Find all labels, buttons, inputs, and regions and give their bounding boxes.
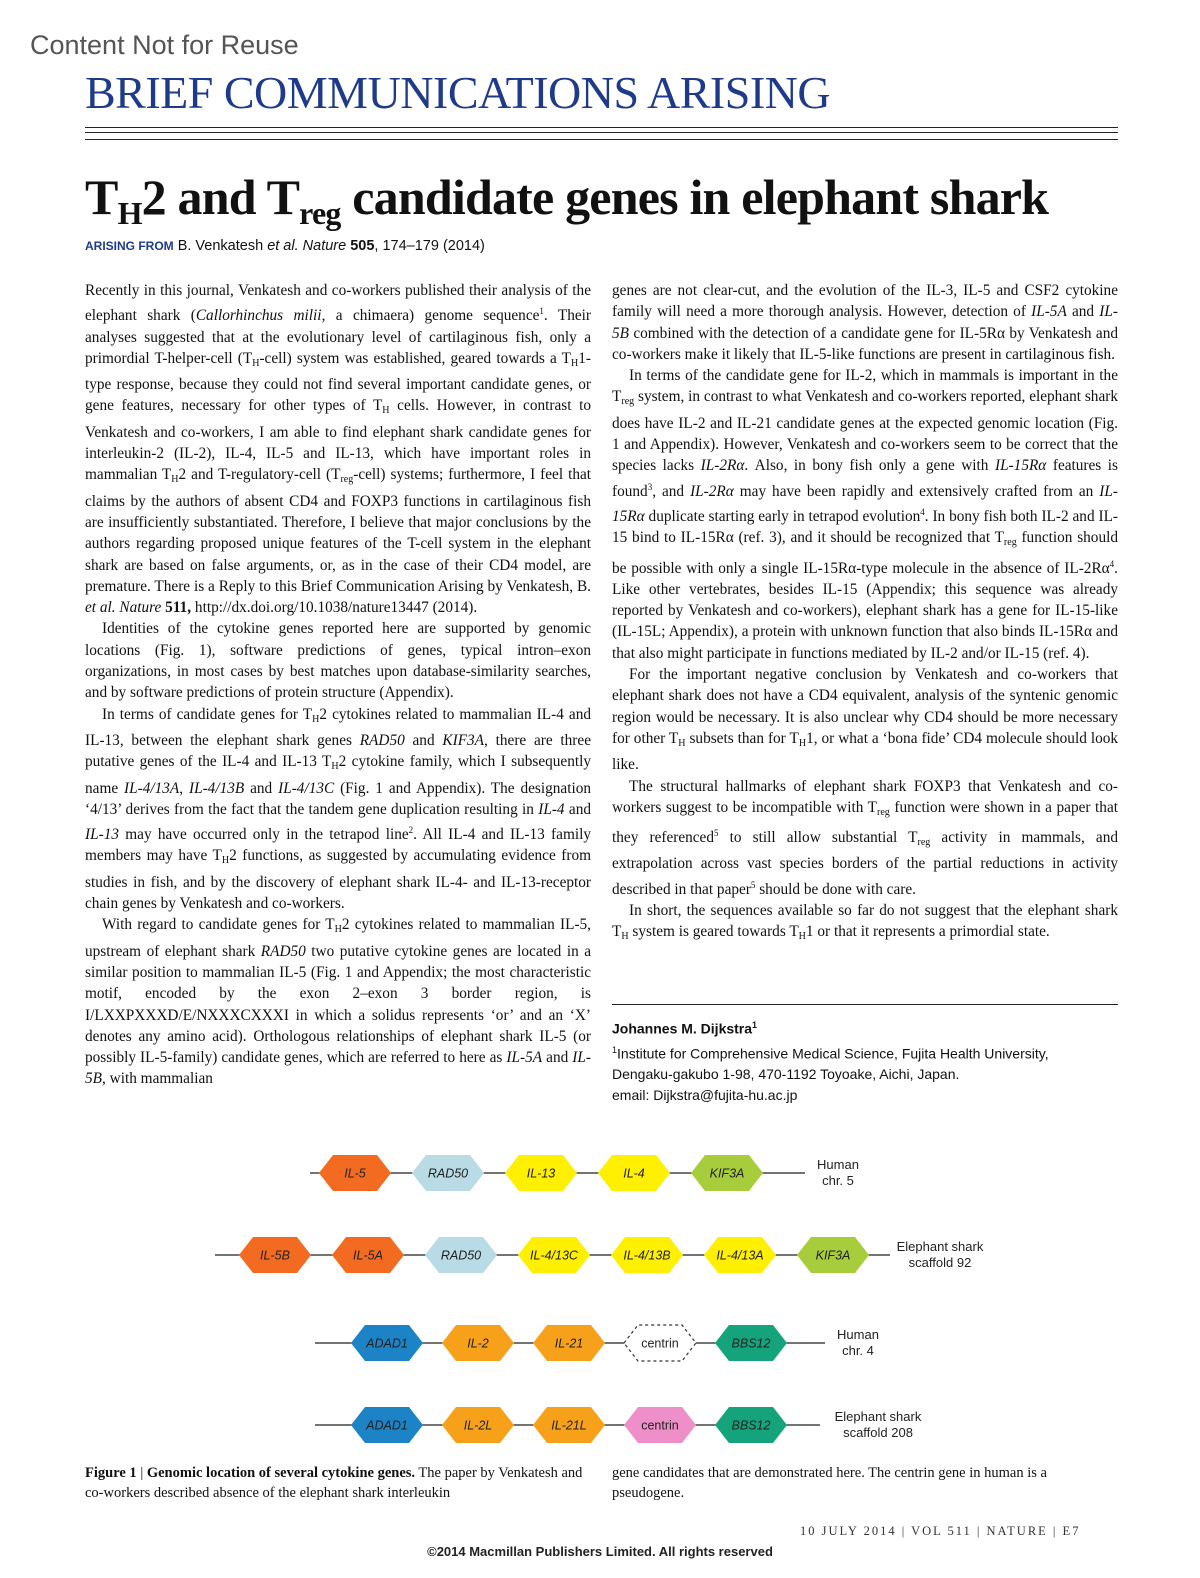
gene-synteny-figure	[0, 1140, 1200, 1450]
gene-label: IL-5B	[260, 1248, 290, 1263]
row-label: Human	[817, 1157, 859, 1172]
gene-label: IL-21L	[551, 1418, 587, 1433]
header-rule-mid	[85, 132, 1118, 133]
page-footer: 10 JULY 2014 | VOL 511 | NATURE | E7	[800, 1524, 1081, 1538]
copyright: ©2014 Macmillan Publishers Limited. All rights reserved	[427, 1544, 773, 1559]
gene-row-2	[215, 1237, 984, 1273]
gene-label: ADAD1	[366, 1418, 408, 1433]
gene-label: IL-21	[554, 1336, 584, 1351]
gene-row-3	[315, 1325, 879, 1361]
article-title: $T_H2$ and $T_{reg}$ candidate genes in elephant shark	[85, 169, 1049, 231]
gene-label: centrin	[641, 1418, 679, 1433]
arising-from: ARISING FROM B. Venkatesh et al. Nature 505, 174–179 (2014)	[85, 238, 485, 254]
gene-label: IL-4	[623, 1166, 645, 1181]
author-affiliation-2: Dengaku-gakubo 1-98, 470-1192 Toyoake, Aichi, Japan.	[612, 1066, 960, 1083]
author-name: Johannes M. Dijkstra	[612, 1020, 753, 1037]
author-affiliation-1: Institute for Comprehensive Medical Science, Fujita Health University,	[617, 1045, 1049, 1062]
author-rule	[612, 1004, 1118, 1005]
gene-label: RAD50	[440, 1248, 482, 1263]
row-label: chr. 5	[822, 1173, 854, 1188]
gene-label: IL-5A	[353, 1248, 383, 1263]
row-label: scaffold 92	[908, 1255, 972, 1270]
row-label: scaffold 208	[843, 1425, 913, 1440]
row-label: Human	[837, 1327, 879, 1342]
gene-label: IL-4/13C	[530, 1248, 578, 1263]
watermark: Content Not for Reuse	[30, 30, 299, 60]
gene-label: IL-4/13B	[623, 1248, 671, 1263]
gene-label: KIF3A	[815, 1248, 851, 1263]
figure-caption-right: gene candidates that are demonstrated here. The centrin gene in human is a pseudogene.	[612, 1465, 1047, 1501]
gene-label: IL-4/13A	[716, 1248, 764, 1263]
body-column-left: Recently in this journal, Venkatesh and co-workers published their analysis of the elephant shark (Callorhinchus milii, a chimaera) genome sequence$^1$. Their analyses suggested that at the evolutionary level of cartilaginous fish, only a primordial T-helper-cell $(T_H-cell)$ system was established, geared towards a $T_H1$-type response, because they could not find several important candidate genes, or gene features, necessary for other types of $T_H$ cells. However, in contrast to Venkatesh and co-workers, I am able to find elephant shark candidate genes for interleukin-2 (IL-2), IL-4, IL-5 and IL-13, which have important roles in mammalian $T_H2$ and T-regulatory-cell $(T_{reg}-cell)$ systems; furthermore, I feel that claims by the authors of absent CD4 and FOXP3 functions in cartilaginous fish are insufficiently substantiated. Therefore, I believe that major conclusions by the authors regarding proposed unique features of the T-cell system in the elephant shark are based on false arguments, or, as in the case of their CD4 model, are premature. There is a Reply to this Brief Communication Arising by Venkatesh, B. et al. Nature 511, http://dx.doi.org/10.1038/nature13447 (2014). Identities of the cytokine genes reported here are supported by genomic locations (Fig. 1), software predictions of genes, typical intron–exon organizations, in most cases by best matches upon database-similarity searches, and by software predictions of protein structure (Appendix). In terms of candidate genes for $T_H2$ cytokines related to mammalian IL-4 and IL-13, between the elephant shark genes RAD50 and KIF3A, there are three putative genes of the IL-4 and IL-13 $T_H2$ cytokine family, which I subsequently name IL-4/13A, IL-4/13B and IL-4/13C (Fig. 1 and Appendix). The designation ‘4/13’ derives from the fact that the tandem gene duplication resulting in IL-4 and IL-13 may have occurred only in the tetrapod line$^2$. All IL-4 and IL-13 family members may have $T_H2$ functions, as suggested by accumulating evidence from studies in fish, and by the discovery of elephant shark IL-4- and IL-13-receptor chain genes by Venkatesh and co-workers. With regard to candidate genes for $T_H2$ cytokines related to mammalian IL-5, upstream of elephant shark RAD50 two putative cytokine genes are located in a similar position to mammalian IL-5 (Fig. 1 and Appendix; the most characteristic motif, encoded by the exon 2–exon 3 border region, is I/LXXPXXXD/E/NXXXCXXXI in which a solidus represents ‘or’ and an ‘X’ denotes any amino acid). Orthologous relationships of elephant shark IL-5 (or possibly IL-5-family) candidate genes, which are referred to here as IL-5A and IL-5B, with mammalian	[85, 282, 592, 1088]
row-label: chr. 4	[842, 1343, 874, 1358]
header-rule-bottom	[85, 139, 1118, 140]
gene-label: BBS12	[731, 1336, 771, 1351]
gene-label: RAD50	[427, 1166, 469, 1181]
header-rule-top	[85, 127, 1118, 128]
row-label: Elephant shark	[834, 1409, 922, 1424]
gene-label: IL-5	[344, 1166, 366, 1181]
gene-label: KIF3A	[709, 1166, 745, 1181]
gene-label: centrin	[641, 1336, 679, 1351]
gene-row-1	[310, 1155, 859, 1191]
figure-caption-left: Figure 1 | Genomic location of several cytokine genes. The paper by Venkatesh and co-workers described absence of the elephant shark interleukin	[85, 1465, 583, 1501]
gene-label: IL-2L	[463, 1418, 493, 1433]
gene-label: IL-13	[526, 1166, 556, 1181]
gene-row-4	[315, 1407, 922, 1443]
section-header: BRIEF COMMUNICATIONS ARISING	[85, 67, 831, 118]
gene-label: ADAD1	[366, 1336, 408, 1351]
gene-label: BBS12	[731, 1418, 771, 1433]
body-column-right: genes are not clear-cut, and the evolution of the IL-3, IL-5 and CSF2 cytokine family will need a more thorough analysis. However, detection of IL-5A and IL-5B combined with the detection of a candidate gene for IL-5Rα by Venkatesh and co-workers make it likely that IL-5-like functions are present in cartilaginous fish. In terms of the candidate gene for IL-2, which in mammals is important in the $T_{reg}$ system, in contrast to what Venkatesh and co-workers reported, elephant shark does have IL-2 and IL-21 candidate genes at the expected genomic location (Fig. 1 and Appendix). However, Venkatesh and co-workers seem to be correct that the species lacks IL-2Rα. Also, in bony fish only a gene with IL-15Rα features is found$^3$, and IL-2Rα may have been rapidly and extensively crafted from an IL-15Rα duplicate starting early in tetrapod evolution$^4$. In bony fish both IL-2 and IL-15 bind to IL-15Rα (ref. 3), and it should be recognized that $T_{reg}$ function should be possible with only a single IL-15Rα-type molecule in the absence of $IL-2R\alpha^4$. Like other vertebrates, besides IL-15 (Appendix; this sequence was already reported by Venkatesh and co-workers), elephant shark has a gene for IL-15-like (IL-15L; Appendix), a protein with unknown function that also binds IL-15Rα and that also might participate in functions mediated by IL-2 and/or IL-15 (ref. 4). For the important negative conclusion by Venkatesh and co-workers that elephant shark does not have a CD4 equivalent, analysis of the syntenic genomic region would be necessary. It is also unclear why CD4 should be more necessary for other $T_H$ subsets than for $T_H1$, or what a ‘bona fide’ CD4 molecule should look like. The structural hallmarks of elephant shark FOXP3 that Venkatesh and co-workers suggest to be incompatible with $T_{reg}$ function were shown in a paper that they referenced$^5$ to still allow substantial $T_{reg}$ activity in mammals, and extrapolation across vast species borders of the partial reductions in activity described in that paper$^5$ should be done with care. In short, the sequences available so far do not suggest that the elephant shark $T_H$ system is geared towards $T_H1$ or that it represents a primordial state.	[612, 282, 1119, 943]
author-email[interactable]: email: Dijkstra@fujita-hu.ac.jp	[612, 1087, 798, 1104]
gene-label: IL-2	[467, 1336, 489, 1351]
row-label: Elephant shark	[896, 1239, 984, 1254]
author-block: Johannes M. Dijkstra$^1$ $^1$Institute for Comprehensive Medical Science, Fujita Health University, Dengaku-gakubo 1-98, 470-1192 Toyoake, Aichi, Japan. email: Dijkstra@fujita-hu.ac.jp	[612, 1015, 1049, 1106]
